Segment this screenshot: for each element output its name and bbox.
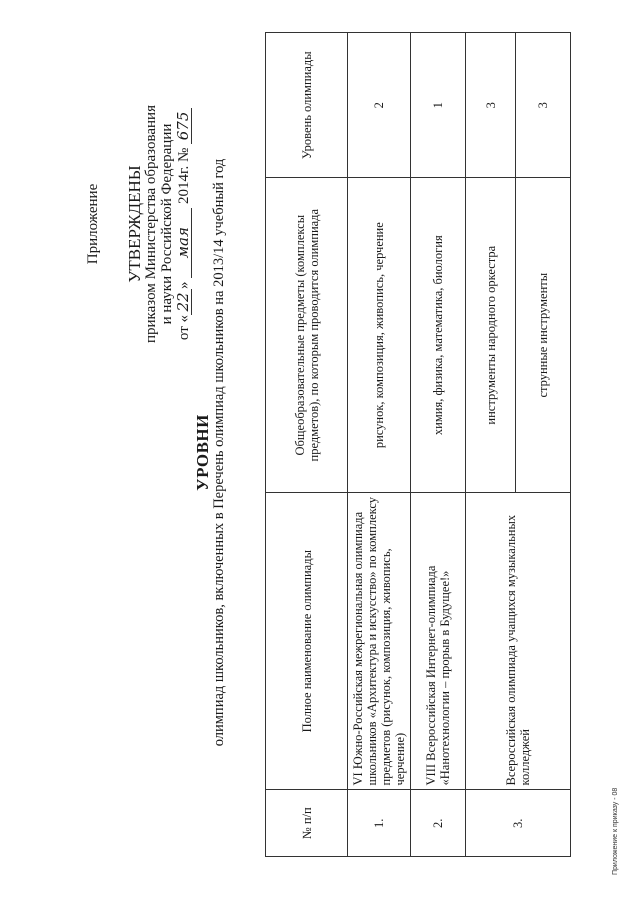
row-subjects: рисунок, композиция, живопись, черчение [348, 178, 411, 492]
approval-date-line [175, 105, 192, 343]
approval-line-1: приказом Министерства образования [143, 105, 159, 343]
row-subjects: химия, физика, математика, биология [411, 178, 466, 492]
row-subjects: струнные инструменты [516, 178, 571, 492]
header-subjects: Общеобразовательные предметы (комплексы предметов), по которым проводится олимпиада [266, 178, 348, 492]
row-level: 1 [411, 33, 466, 178]
olympiad-table [265, 32, 571, 857]
document-title [195, 0, 227, 905]
row-name: VI Южно-Российская межрегиональная олимпиада школьников «Архитектура и искусство» по комплексу предметов (рисунок, композиция, живопись, черчение) [348, 492, 411, 790]
header-name: Полное наименование олимпиады [266, 492, 348, 790]
header-num: № п/п [266, 790, 348, 857]
row-num: 1. [348, 790, 411, 857]
row-level: 3 [466, 33, 516, 178]
row-num: 3. [466, 790, 571, 857]
row-subjects: инструменты народного оркестра [466, 178, 516, 492]
table-row [411, 33, 466, 857]
date-prefix: от « [176, 314, 192, 341]
row-name: VIII Всероссийская Интернет-олимпиада «Нанотехнологии – прорыв в Будущее!» [411, 492, 466, 790]
approval-block [85, 105, 192, 343]
title-main: УРОВНИ [193, 414, 212, 491]
approval-line-2: и науки Российской Федерации [159, 123, 175, 325]
header-level: Уровень олимпиады [266, 33, 348, 178]
row-level: 3 [516, 33, 571, 178]
date-mid: » [176, 281, 192, 289]
row-num: 2. [411, 790, 466, 857]
row-name: Всероссийская олимпиада учащихся музыкальных колледжей [466, 492, 571, 790]
handwritten-number: 675 [175, 108, 192, 144]
date-year: 2014г. № [176, 147, 192, 204]
handwritten-month: мая [175, 208, 192, 278]
handwritten-day: 22 [175, 289, 192, 315]
title-sub: олимпиад школьников, включенных в Перечень олимпиад школьников на 2013/14 учебный год [211, 158, 227, 747]
page-footer: Приложение к приказу - 08 [612, 787, 619, 875]
table-header-row [266, 33, 348, 857]
table-row [348, 33, 411, 857]
appendix-label: Приложение [85, 183, 101, 265]
table-row [466, 33, 516, 857]
row-level: 2 [348, 33, 411, 178]
approved-heading: УТВЕРЖДЕНЫ [125, 165, 144, 283]
